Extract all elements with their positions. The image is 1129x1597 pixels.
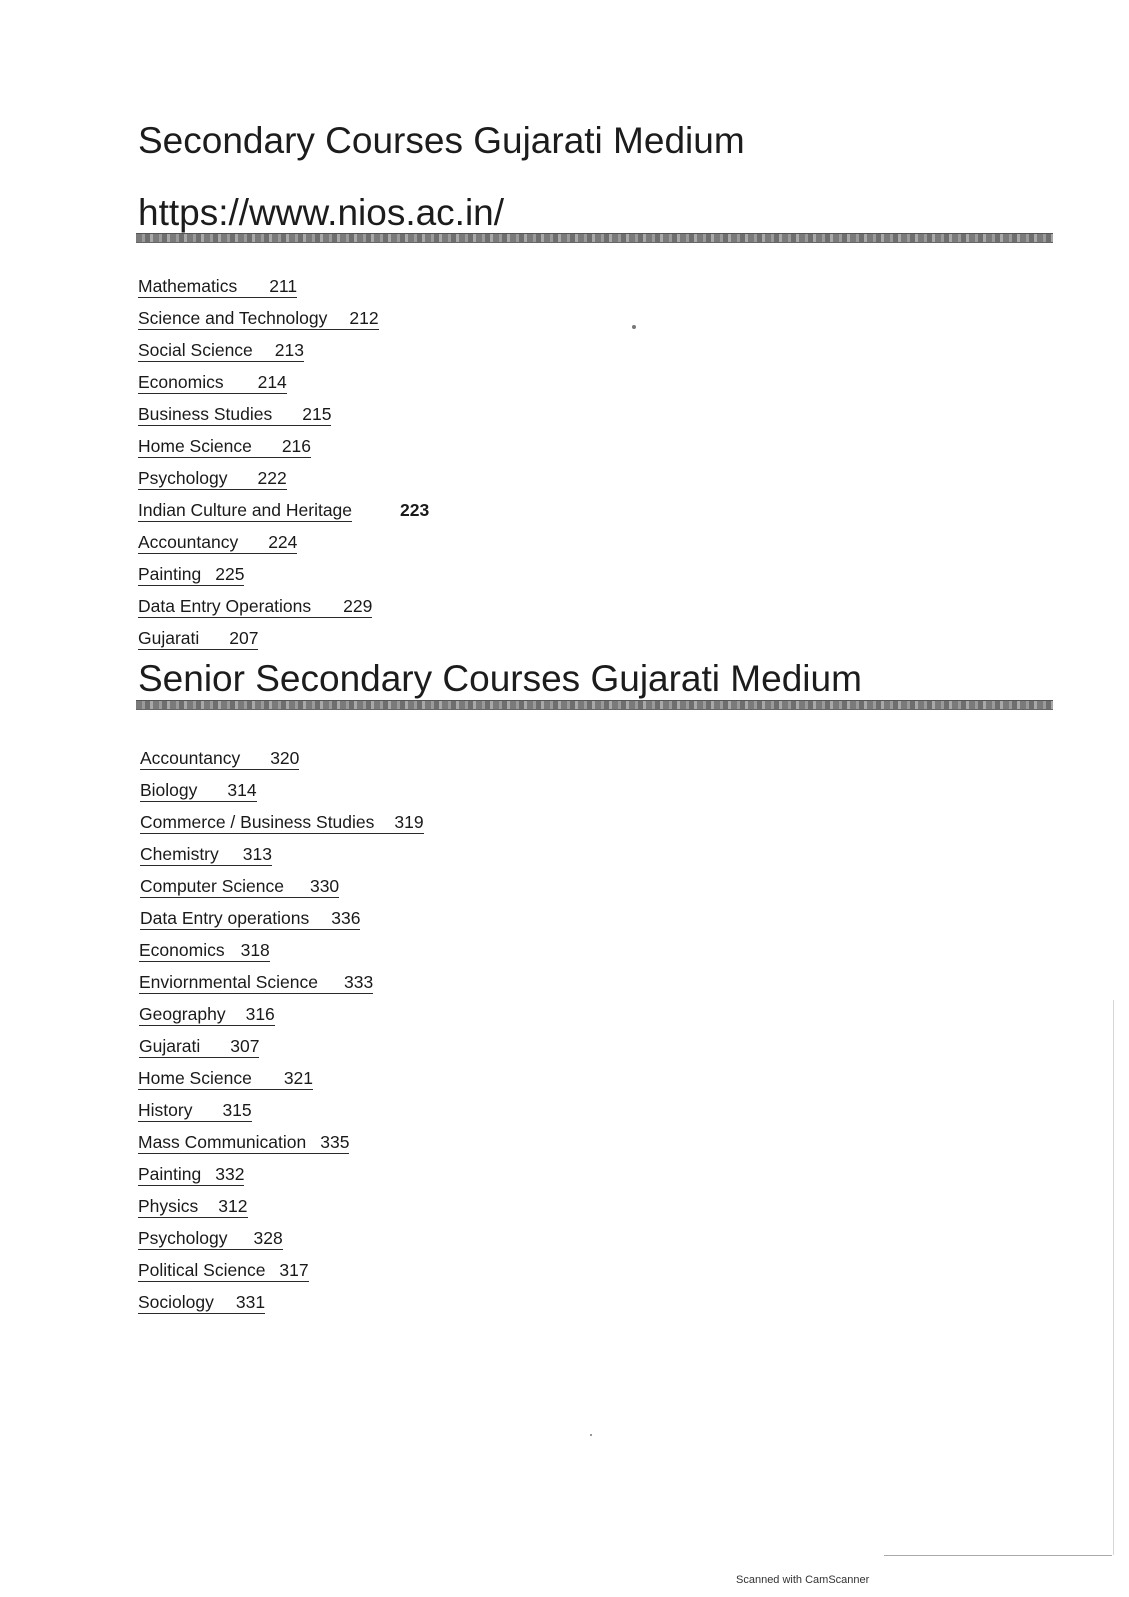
senior-secondary-heading: Senior Secondary Courses Gujarati Medium <box>138 658 862 699</box>
course-code: 224 <box>268 532 298 552</box>
course-name: Enviornmental Science <box>139 972 318 992</box>
course-item <box>138 500 352 522</box>
course-name: Psychology <box>138 468 228 488</box>
course-code: 333 <box>343 972 374 992</box>
scan-speck <box>632 325 636 329</box>
course-item <box>138 628 258 650</box>
course-code: 312 <box>218 1196 248 1216</box>
course-item <box>138 468 287 490</box>
course-name: Gujarati <box>138 628 200 648</box>
course-code: 223 <box>400 500 430 520</box>
course-name: Painting <box>138 564 202 584</box>
course-code: 215 <box>302 404 332 424</box>
course-item <box>138 308 379 330</box>
course-item <box>140 908 360 930</box>
course-code: 321 <box>283 1068 314 1088</box>
course-code: 331 <box>235 1292 266 1312</box>
course-item <box>140 748 299 770</box>
course-code: 222 <box>257 468 287 488</box>
scan-edge-line <box>1113 1000 1114 1555</box>
course-item <box>139 972 373 994</box>
course-name: Social Science <box>138 340 253 360</box>
course-item <box>138 404 331 426</box>
course-item <box>139 1004 275 1026</box>
course-code: 207 <box>229 628 259 648</box>
course-name: Home Science <box>138 436 252 456</box>
course-name: Chemistry <box>140 844 219 864</box>
course-name: Home Science <box>138 1068 252 1088</box>
course-item <box>138 564 244 586</box>
course-code: 213 <box>274 340 304 360</box>
secondary-heading: Secondary Courses Gujarati Medium <box>138 120 745 161</box>
scan-edge-line <box>884 1555 1112 1556</box>
course-item <box>138 1228 283 1250</box>
course-code: 335 <box>320 1132 350 1152</box>
course-name: Commerce / Business Studies <box>140 812 375 832</box>
course-name: Data Entry Operations <box>138 596 312 616</box>
course-name: Physics <box>138 1196 199 1216</box>
scanner-watermark: Scanned with CamScanner <box>736 1574 870 1586</box>
course-name: Gujarati <box>139 1036 201 1056</box>
course-item <box>138 1164 244 1186</box>
site-url: https://www.nios.ac.in/ <box>138 192 505 233</box>
course-name: Science and Technology <box>138 308 328 328</box>
course-name: Psychology <box>138 1228 228 1248</box>
course-name: Indian Culture and Heritage <box>138 500 353 520</box>
course-name: Painting <box>138 1164 202 1184</box>
course-name: Mass Communication <box>138 1132 307 1152</box>
course-code: 336 <box>331 908 361 928</box>
course-item <box>140 812 424 834</box>
course-code: 313 <box>242 844 272 864</box>
course-code: 317 <box>279 1260 309 1280</box>
section-divider <box>136 233 1053 243</box>
course-item <box>139 1036 259 1058</box>
course-item <box>138 436 311 458</box>
course-code: 211 <box>269 276 298 296</box>
course-code: 314 <box>227 780 257 800</box>
course-name: Accountancy <box>140 748 241 768</box>
course-item <box>138 1292 265 1314</box>
course-item <box>138 1100 252 1122</box>
course-item <box>138 1260 309 1282</box>
course-name: History <box>138 1100 193 1120</box>
course-code: 214 <box>257 372 287 392</box>
course-code: 307 <box>230 1036 260 1056</box>
course-code: 319 <box>394 812 424 832</box>
course-item <box>140 876 339 898</box>
course-name: Business Studies <box>138 404 273 424</box>
scan-speck <box>590 1434 592 1436</box>
course-item <box>138 1196 248 1218</box>
course-name: Mathematics <box>138 276 238 296</box>
course-item <box>138 340 304 362</box>
course-name: Data Entry operations <box>140 908 310 928</box>
section-divider <box>136 700 1053 710</box>
course-name: Political Science <box>138 1260 266 1280</box>
course-code: 332 <box>215 1164 245 1184</box>
course-code: 229 <box>343 596 373 616</box>
course-item <box>138 276 297 298</box>
course-item <box>140 844 272 866</box>
course-code: 212 <box>349 308 379 328</box>
course-code: 330 <box>309 876 340 896</box>
course-item <box>138 532 297 554</box>
course-item <box>138 1132 349 1154</box>
course-code: 320 <box>270 748 300 768</box>
course-name: Economics <box>138 372 224 392</box>
course-item <box>140 780 257 802</box>
course-code: 216 <box>281 436 312 456</box>
course-item <box>138 596 372 618</box>
course-name: Biology <box>140 780 198 800</box>
course-name: Accountancy <box>138 532 239 552</box>
course-name: Geography <box>139 1004 226 1024</box>
course-code: 225 <box>215 564 245 584</box>
course-code: 318 <box>240 940 270 960</box>
course-item <box>138 372 287 394</box>
course-name: Economics <box>139 940 225 960</box>
course-item <box>138 1068 313 1090</box>
course-name: Computer Science <box>140 876 284 896</box>
course-code: 328 <box>253 1228 283 1248</box>
course-code: 316 <box>245 1004 275 1024</box>
course-code: 315 <box>222 1100 252 1120</box>
course-item <box>139 940 270 962</box>
course-name: Sociology <box>138 1292 214 1312</box>
